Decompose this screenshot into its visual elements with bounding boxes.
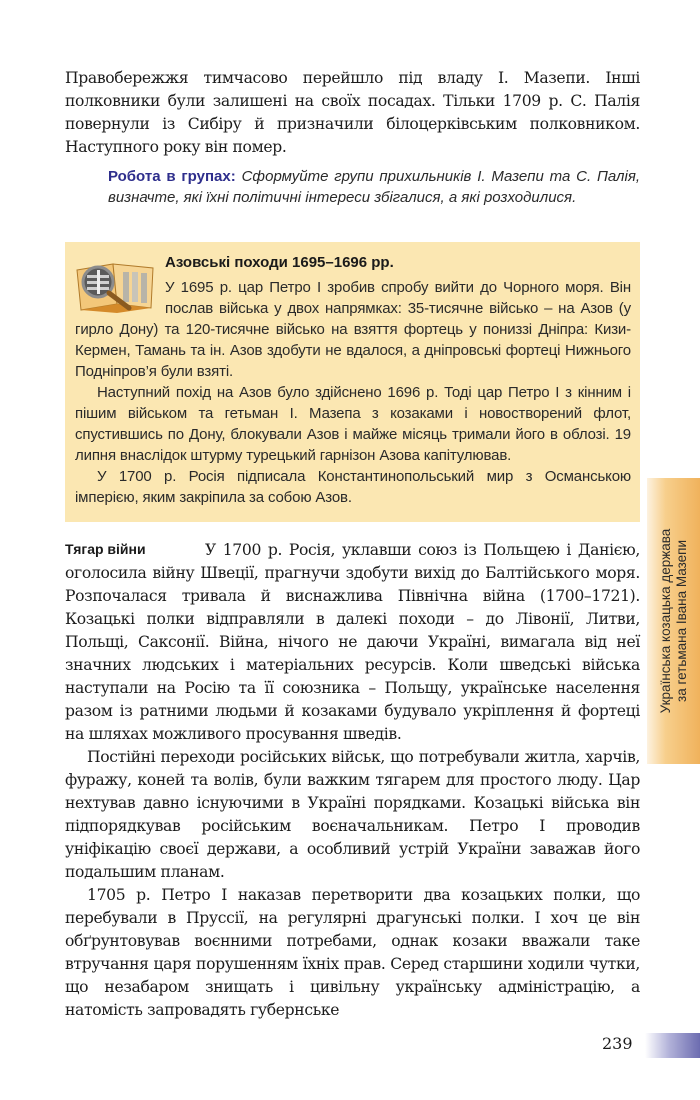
- infobox-azov-campaigns: [65, 242, 640, 522]
- intro-paragraph: [65, 67, 640, 159]
- infobox-paragraph: У 1700 р. Росія підписала Константинопольський мир з Османською імперією, яким закріпила за собою Азов.: [75, 468, 631, 506]
- section-first-paragraph: У 1700 р. Росія, уклавши союз із Польщею і Данією, оголосила війну Швеції, прагнучи здобути вихід до Балтійського моря. Розпочалася тривала й виснажлива Північна війна (1700–1721). Козацькі полки відправляли в далекі походи – до Лівонії, Литви, Польщі, Саксонії. Війна, нічого не даючи Україні, вимагала від неї значних людських і матеріальних ресурсів. Коли шведські війська наступали на Росію та її союзника – Польщу, українське населення разом із ратними людьми й козаками будувало укріплення й фортеці на шляхах можливого просування шведів.: [65, 541, 640, 743]
- chapter-title-line2: за гетьмана Івана Мазепи: [673, 540, 689, 702]
- infobox-paragraph: Наступний похід на Азов було здійснено 1696 р. Тоді цар Петро I з кінним і пішим військом та гетьман І. Мазепа з козаками і новостворений флот, спустившись по Дону, блокували Азов і майже місяць тримали його в облозі. 19 липня внаслідок штурму турецький гарнізон Азова капітулював.: [75, 384, 631, 464]
- chapter-side-tab: [647, 478, 700, 764]
- infobox-paragraph: У 1695 р. цар Петро I зробив спробу вийти до Чорного моря. Він послав війська у двох напрямках: 35-тисячне військо – на Азов (у гирло Дону) та 120-тисячне військо на взяття фортець у пониззі Дніпра: Кизи-Кермен, Тамань та ін. Азов здобути не вдалося, а дніпровські фортеці Нижнього Подніпров’я були взяті.: [75, 279, 631, 380]
- infobox-title: Азовські походи 1695–1696 рр.: [165, 254, 394, 271]
- group-task: [108, 166, 640, 208]
- group-task-text: Сформуйте групи прихильників І. Мазепи та С. Палія, визначте, які їхні політичні інтереси збігалися, а які розходилися.: [108, 168, 641, 206]
- section-margin-label: Тягар війни: [65, 541, 146, 557]
- intro-text: Правобережжя тимчасово перейшло під владу І. Мазепи. Інші полковники були залишені на своїх посадах. Тільки 1709 р. С. Палія повернули із Сибіру й призначили білоцерківським полковником. Наступного року він помер.: [65, 69, 640, 156]
- section-paragraph: Постійні переходи російських військ, що потребували житла, харчів, фуражу, коней та волів, були важким тягарем для простого люду. Цар нехтував давно існуючими в Україні порядками. Козацькі війська він підпорядкував російським воєначальникам. Петро I проводив уніфікацію своєї держави, а особливий устрій України заважав його подальшим планам.: [65, 748, 640, 881]
- page-number: 239: [602, 1034, 633, 1053]
- page-number-bar: [645, 1033, 700, 1058]
- infobox-body: [75, 277, 631, 508]
- group-task-label: Робота в групах:: [108, 168, 236, 185]
- chapter-title-line1: Українська козацька держава: [657, 528, 673, 714]
- chapter-side-tab-text: [658, 481, 690, 761]
- section-paragraph: 1705 р. Петро I наказав перетворити два козацьких полки, що перебували в Пруссії, на регулярні драгунські полки. І хоч це він обґрунтовував воєнними потребами, однак козаки вважали таке втручання царя порушенням їхніх прав. Серед старшини ходили чутки, що незабаром знищать і цивільну українську адміністрацію, а натомість запровадять губернське: [65, 886, 640, 1019]
- section-body: [65, 539, 640, 1022]
